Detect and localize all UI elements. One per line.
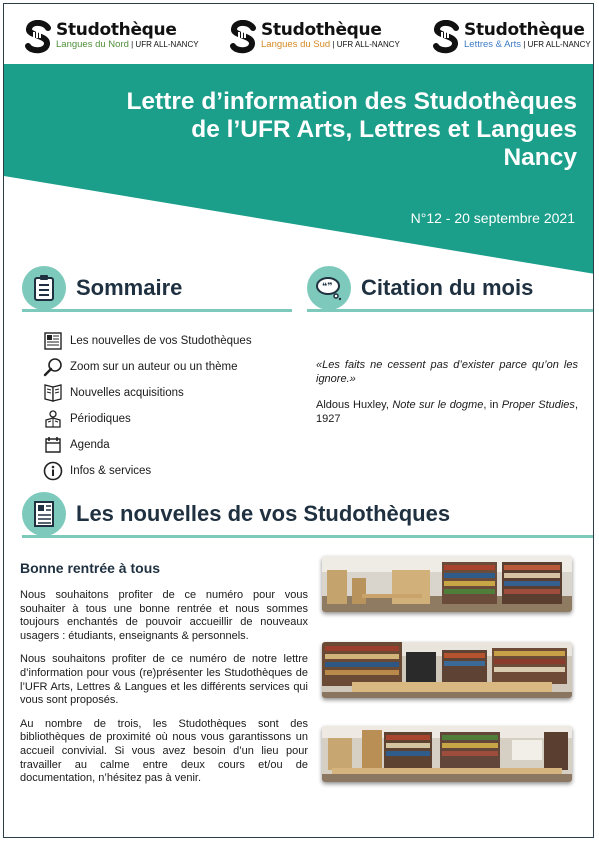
citation-heading xyxy=(307,266,533,310)
sommaire-heading xyxy=(22,266,182,310)
logo-ufr: | UFR ALL-NANCY xyxy=(332,40,400,49)
article-paragraph: Au nombre de trois, les Studothèques sont des bibliothèques de proximité où nous vous garantissons un accueil convivial. Si vous avez besoin d’un lieu pour travailler au calme entre deux cours et/ou de documentation, n’hésitez pas à venir. xyxy=(20,717,308,785)
citation-title: Citation du mois xyxy=(361,275,534,300)
sommaire-item-label: Zoom sur un auteur ou un thème xyxy=(70,361,238,373)
sommaire-item-periodiques[interactable] xyxy=(42,406,252,432)
logo-subtitle: Langues du Nord xyxy=(56,39,129,50)
sommaire-title: Sommaire xyxy=(76,275,183,300)
open-book-icon xyxy=(42,382,64,404)
sommaire-item-nouvelles[interactable] xyxy=(42,328,252,354)
newsletter-page xyxy=(3,3,594,838)
library-photo xyxy=(322,556,572,612)
citation-quote: «Les faits ne cessent pas d’exister parce qu’on les ignore.» xyxy=(316,359,578,385)
sommaire-item-label: Périodiques xyxy=(70,413,131,425)
citation-rule xyxy=(307,309,593,312)
sommaire-rule xyxy=(22,309,292,312)
calendar-icon xyxy=(42,434,64,456)
svg-text:❝❞: ❝❞ xyxy=(322,282,333,292)
sommaire-item-infos[interactable] xyxy=(42,458,252,484)
logo-name: Studothèque xyxy=(464,20,585,40)
sommaire-list xyxy=(42,328,252,484)
studotheque-logo-icon xyxy=(229,20,259,54)
info-icon xyxy=(42,460,64,482)
nouvelles-rule xyxy=(22,535,593,538)
logo-ufr: | UFR ALL-NANCY xyxy=(131,40,199,49)
clipboard-icon xyxy=(22,266,66,310)
citation-block xyxy=(316,358,578,438)
logo-subtitle: Lettres & Arts xyxy=(464,39,522,50)
sommaire-item-acquisitions[interactable] xyxy=(42,380,252,406)
logo-langues-du-nord xyxy=(24,20,199,54)
magazines-icon xyxy=(42,408,64,430)
library-photo xyxy=(322,726,572,782)
logo-subtitle: Langues du Sud xyxy=(261,39,331,50)
logo-name: Studothèque xyxy=(261,20,382,40)
logo-ufr: | UFR ALL-NANCY xyxy=(523,40,591,49)
sommaire-item-label: Les nouvelles de vos Studothèques xyxy=(70,335,252,347)
sommaire-item-zoom[interactable] xyxy=(42,354,252,380)
logo-lettres-et-arts xyxy=(432,20,591,54)
citation-attribution: Aldous Huxley, Note sur le dogme, in Proper Studies, 1927 xyxy=(316,399,578,425)
logo-name: Studothèque xyxy=(56,20,177,40)
nouvelles-title: Les nouvelles de vos Studothèques xyxy=(76,501,451,526)
speech-bubble-icon xyxy=(307,266,351,310)
magnifier-icon xyxy=(42,356,64,378)
newsletter-title: Lettre d’information des Studothèques de l’UFR Arts, Lettres et Langues Nancy xyxy=(126,88,577,171)
library-photo xyxy=(322,642,572,698)
logo-langues-du-sud xyxy=(229,20,400,54)
studotheque-logo-icon xyxy=(432,20,462,54)
studotheque-logo-icon xyxy=(24,20,54,54)
sommaire-item-agenda[interactable] xyxy=(42,432,252,458)
issue-date: N°12 - 20 septembre 2021 xyxy=(410,210,575,226)
sommaire-item-label: Agenda xyxy=(70,439,110,451)
article-paragraph: Nous souhaitons profiter de ce numéro pour vous souhaiter à tous une bonne rentrée et nous sommes toujours enchantés de pouvoir accueillir de nouveaux usagers : étudiants, enseignants & personnels. xyxy=(20,589,308,642)
sommaire-item-label: Nouvelles acquisitions xyxy=(70,387,184,399)
newspaper-icon xyxy=(42,330,64,352)
sommaire-item-label: Infos & services xyxy=(70,465,152,477)
newspaper-icon xyxy=(22,492,66,536)
article-body xyxy=(20,589,308,796)
article-title: Bonne rentrée à tous xyxy=(20,560,161,576)
nouvelles-heading xyxy=(22,492,450,536)
article-paragraph: Nous souhaitons profiter de ce numéro de notre lettre d’information pour vous (re)présenter les Studothèques de l’UFR Arts, Lettres & Langues et les différents services qui vous sont proposés. xyxy=(20,653,308,707)
